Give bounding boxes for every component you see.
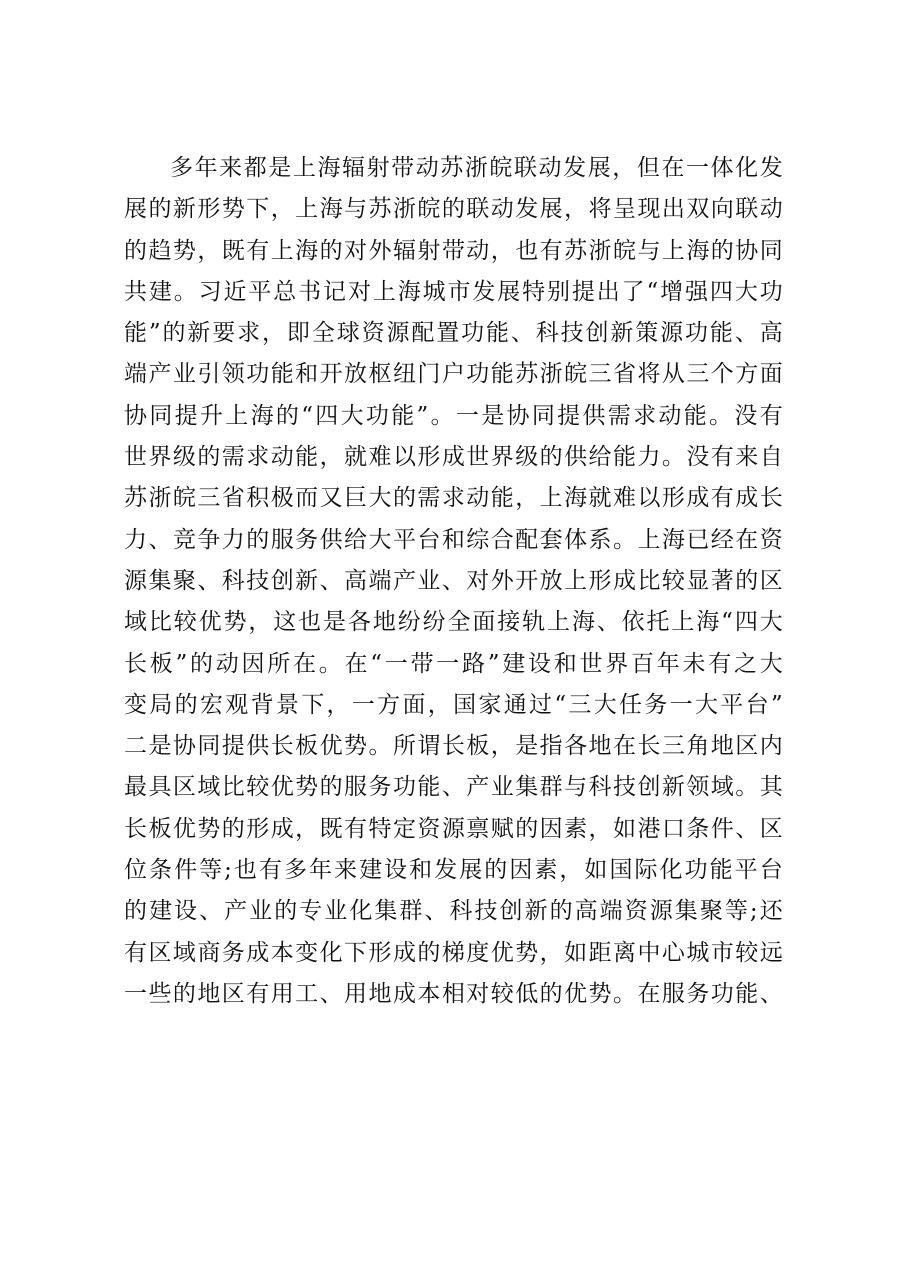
paragraph-line: 长板”的动因所在。在“一带一路”建设和世界百年未有之大 — [124, 650, 784, 677]
paragraph-line: 二是协同提供长板优势。所谓长板，是指各地在长三角地区内 — [124, 733, 784, 760]
paragraph-line: 一些的地区有用工、用地成本相对较低的优势。在服务功能、 — [124, 980, 784, 1007]
paragraph-line: 域比较优势，这也是各地纷纷全面接轨上海、依托上海“四大 — [124, 609, 784, 636]
paragraph-line: 变局的宏观背景下，一方面，国家通过“三大任务一大平台” — [124, 691, 784, 718]
paragraph-line: 能”的新要求，即全球资源配置功能、科技创新策源功能、高 — [124, 320, 784, 347]
paragraph-line: 源集聚、科技创新、高端产业、对外开放上形成比较显著的区 — [124, 567, 784, 594]
paragraph-line: 长板优势的形成，既有特定资源禀赋的因素，如港口条件、区 — [124, 815, 784, 842]
body-paragraph — [124, 148, 784, 1015]
paragraph-line: 世界级的需求动能，就难以形成世界级的供给能力。没有来自 — [124, 444, 784, 471]
paragraph-line: 有区域商务成本变化下形成的梯度优势，如距离中心城市较远 — [124, 939, 784, 966]
paragraph-line: 端产业引领功能和开放枢纽门户功能苏浙皖三省将从三个方面 — [124, 361, 784, 388]
paragraph-line: 多年来都是上海辐射带动苏浙皖联动发展，但在一体化发 — [170, 155, 784, 181]
paragraph-line: 协同提升上海的“四大功能”。一是协同提供需求动能。没有 — [124, 402, 784, 429]
paragraph-line: 位条件等;也有多年来建设和发展的因素，如国际化功能平台 — [124, 857, 784, 884]
paragraph-line: 共建。习近平总书记对上海城市发展特别提出了“增强四大功 — [124, 278, 784, 305]
paragraph-line: 苏浙皖三省积极而又巨大的需求动能，上海就难以形成有成长 — [124, 485, 784, 512]
paragraph-line: 的建设、产业的专业化集群、科技创新的高端资源集聚等;还 — [124, 898, 784, 925]
paragraph-line: 力、竞争力的服务供给大平台和综合配套体系。上海已经在资 — [124, 526, 784, 553]
paragraph-line: 展的新形势下，上海与苏浙皖的联动发展，将呈现出双向联动 — [124, 196, 784, 223]
paragraph-line: 最具区域比较优势的服务功能、产业集群与科技创新领域。其 — [124, 774, 784, 801]
paragraph-line: 的趋势，既有上海的对外辐射带动，也有苏浙皖与上海的协同 — [124, 237, 784, 264]
